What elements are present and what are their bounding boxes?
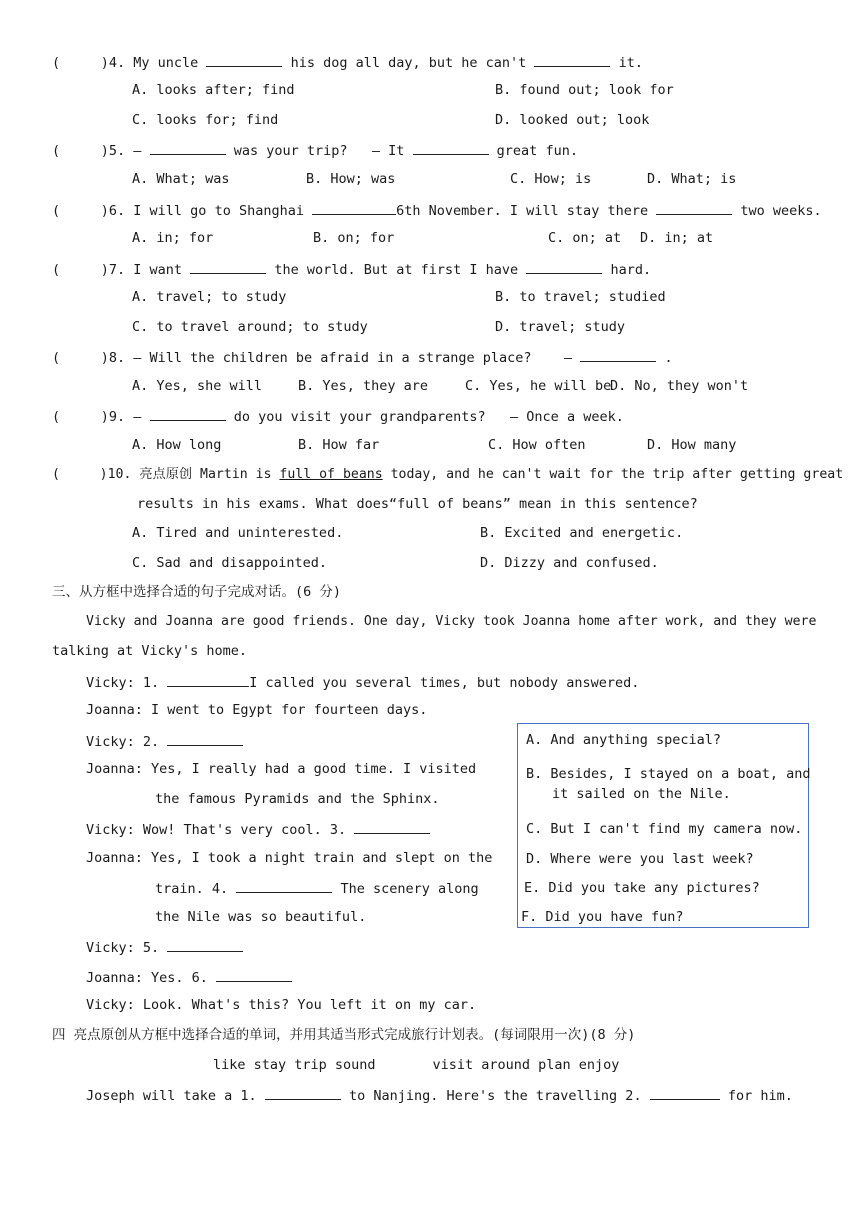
- dialogue-line-4-cont: the famous Pyramids and the Sphinx.: [155, 791, 440, 807]
- answer-blank[interactable]: [150, 406, 226, 421]
- answer-blank[interactable]: [190, 259, 266, 274]
- answer-paren[interactable]: ( ): [52, 350, 109, 366]
- answer-blank[interactable]: [354, 819, 430, 834]
- dialogue-line-7: Vicky: 5.: [86, 937, 243, 957]
- answer-blank[interactable]: [656, 200, 732, 215]
- box-option-a: A. And anything special?: [526, 732, 722, 748]
- answer-blank[interactable]: [167, 731, 243, 746]
- option-b: B. found out; look for: [495, 82, 674, 98]
- answer-blank[interactable]: [167, 672, 249, 687]
- answer-blank[interactable]: [265, 1085, 341, 1100]
- travel-plan-line: Joseph will take a 1. to Nanjing. Here's the travelling 2. for him.: [86, 1085, 793, 1105]
- answer-paren[interactable]: ( ): [52, 467, 108, 482]
- answer-blank[interactable]: [534, 52, 610, 67]
- box-option-b-cont: it sailed on the Nile.: [552, 786, 731, 802]
- word-bank: like stay trip sound visit around plan enjoy: [213, 1057, 620, 1073]
- option-b: B. How far: [298, 437, 380, 453]
- dialogue-line-2: Joanna: I went to Egypt for fourteen days.: [86, 702, 428, 718]
- option-c: C. Yes, he will be: [465, 378, 612, 394]
- option-c: C. How often: [488, 437, 586, 453]
- answer-blank[interactable]: [413, 140, 489, 155]
- question-10-stem: ( )10. 亮点原创 Martin is full of beans today, and he can't wait for the trip after getting great: [52, 467, 844, 482]
- question-9-stem: ( )9. — do you visit your grandparents? — Once a week.: [52, 406, 624, 426]
- dialogue-line-3: Vicky: 2.: [86, 731, 243, 751]
- question-4-stem: ( )4. My uncle his dog all day, but he can't it.: [52, 52, 643, 72]
- answer-paren[interactable]: ( ): [52, 55, 109, 71]
- option-d: D. looked out; look: [495, 112, 650, 128]
- answer-paren[interactable]: ( ): [52, 203, 109, 219]
- option-d: D. Dizzy and confused.: [480, 555, 659, 571]
- answer-paren[interactable]: ( ): [52, 143, 109, 159]
- dialogue-line-4: Joanna: Yes, I really had a good time. I visited: [86, 761, 477, 777]
- answer-paren[interactable]: ( ): [52, 409, 109, 425]
- option-c: C. looks for; find: [132, 112, 279, 128]
- idiom-underlined: full of beans: [279, 467, 383, 482]
- option-b: B. How; was: [306, 171, 396, 187]
- option-d: D. travel; study: [495, 319, 626, 335]
- option-d: D. How many: [647, 437, 737, 453]
- option-c: C. How; is: [510, 171, 592, 187]
- option-c: C. to travel around; to study: [132, 319, 368, 335]
- answer-blank[interactable]: [150, 140, 226, 155]
- answer-blank[interactable]: [216, 967, 292, 982]
- box-option-e: E. Did you take any pictures?: [524, 880, 760, 896]
- option-c: C. Sad and disappointed.: [132, 555, 328, 571]
- question-10-stem-cont: results in his exams. What does“full of beans” mean in this sentence?: [137, 496, 698, 512]
- option-a: A. looks after; find: [132, 82, 295, 98]
- box-option-f: F. Did you have fun?: [521, 909, 684, 925]
- dialogue-line-1: Vicky: 1. I called you several times, but nobody answered.: [86, 672, 639, 692]
- dialogue-line-6: Joanna: Yes, I took a night train and slept on the: [86, 850, 493, 866]
- dialogue-line-6-cont2: the Nile was so beautiful.: [155, 909, 367, 925]
- question-8-stem: ( )8. — Will the children be afraid in a strange place? — .: [52, 347, 673, 367]
- answer-blank[interactable]: [312, 200, 396, 215]
- option-d: D. in; at: [640, 230, 714, 246]
- question-5-stem: ( )5. — was your trip? — It great fun.: [52, 140, 578, 160]
- option-d: D. No, they won't: [610, 378, 749, 394]
- option-a: A. How long: [132, 437, 222, 453]
- section-3-intro-cont: talking at Vicky's home.: [52, 643, 248, 659]
- answer-blank[interactable]: [650, 1085, 720, 1100]
- answer-blank[interactable]: [206, 52, 282, 67]
- option-a: A. Tired and uninterested.: [132, 525, 344, 541]
- option-b: B. on; for: [313, 230, 395, 246]
- answer-blank[interactable]: [236, 878, 332, 893]
- option-a: A. travel; to study: [132, 289, 287, 305]
- dialogue-line-6-cont: train. 4. The scenery along: [155, 878, 479, 898]
- question-6-stem: ( )6. I will go to Shanghai 6th November. I will stay there two weeks.: [52, 200, 822, 220]
- section-3-heading: 三、从方框中选择合适的句子完成对话。(6 分): [52, 584, 342, 600]
- option-a: A. What; was: [132, 171, 230, 187]
- answer-paren[interactable]: ( ): [52, 262, 109, 278]
- option-b: B. Yes, they are: [298, 378, 429, 394]
- dialogue-line-5: Vicky: Wow! That's very cool. 3.: [86, 819, 430, 839]
- box-option-d: D. Where were you last week?: [526, 851, 754, 867]
- dialogue-line-8: Joanna: Yes. 6.: [86, 967, 292, 987]
- option-a: A. Yes, she will: [132, 378, 263, 394]
- option-b: B. to travel; studied: [495, 289, 666, 305]
- box-option-b: B. Besides, I stayed on a boat, and: [526, 766, 811, 782]
- option-d: D. What; is: [647, 171, 737, 187]
- option-b: B. Excited and energetic.: [480, 525, 684, 541]
- option-a: A. in; for: [132, 230, 214, 246]
- answer-blank[interactable]: [526, 259, 602, 274]
- option-c: C. on; at: [548, 230, 622, 246]
- dialogue-line-9: Vicky: Look. What's this? You left it on my car.: [86, 997, 477, 1013]
- answer-blank[interactable]: [580, 347, 656, 362]
- answer-blank[interactable]: [167, 937, 243, 952]
- box-option-c: C. But I can't find my camera now.: [526, 821, 803, 837]
- sentence-options-box: [517, 723, 809, 928]
- section-3-intro: Vicky and Joanna are good friends. One day, Vicky took Joanna home after work, and they were: [86, 614, 817, 629]
- section-4-heading: 四 亮点原创从方框中选择合适的单词，并用其适当形式完成旅行计划表。(每词限用一次)(8 分): [52, 1027, 636, 1043]
- question-7-stem: ( )7. I want the world. But at first I have hard.: [52, 259, 651, 279]
